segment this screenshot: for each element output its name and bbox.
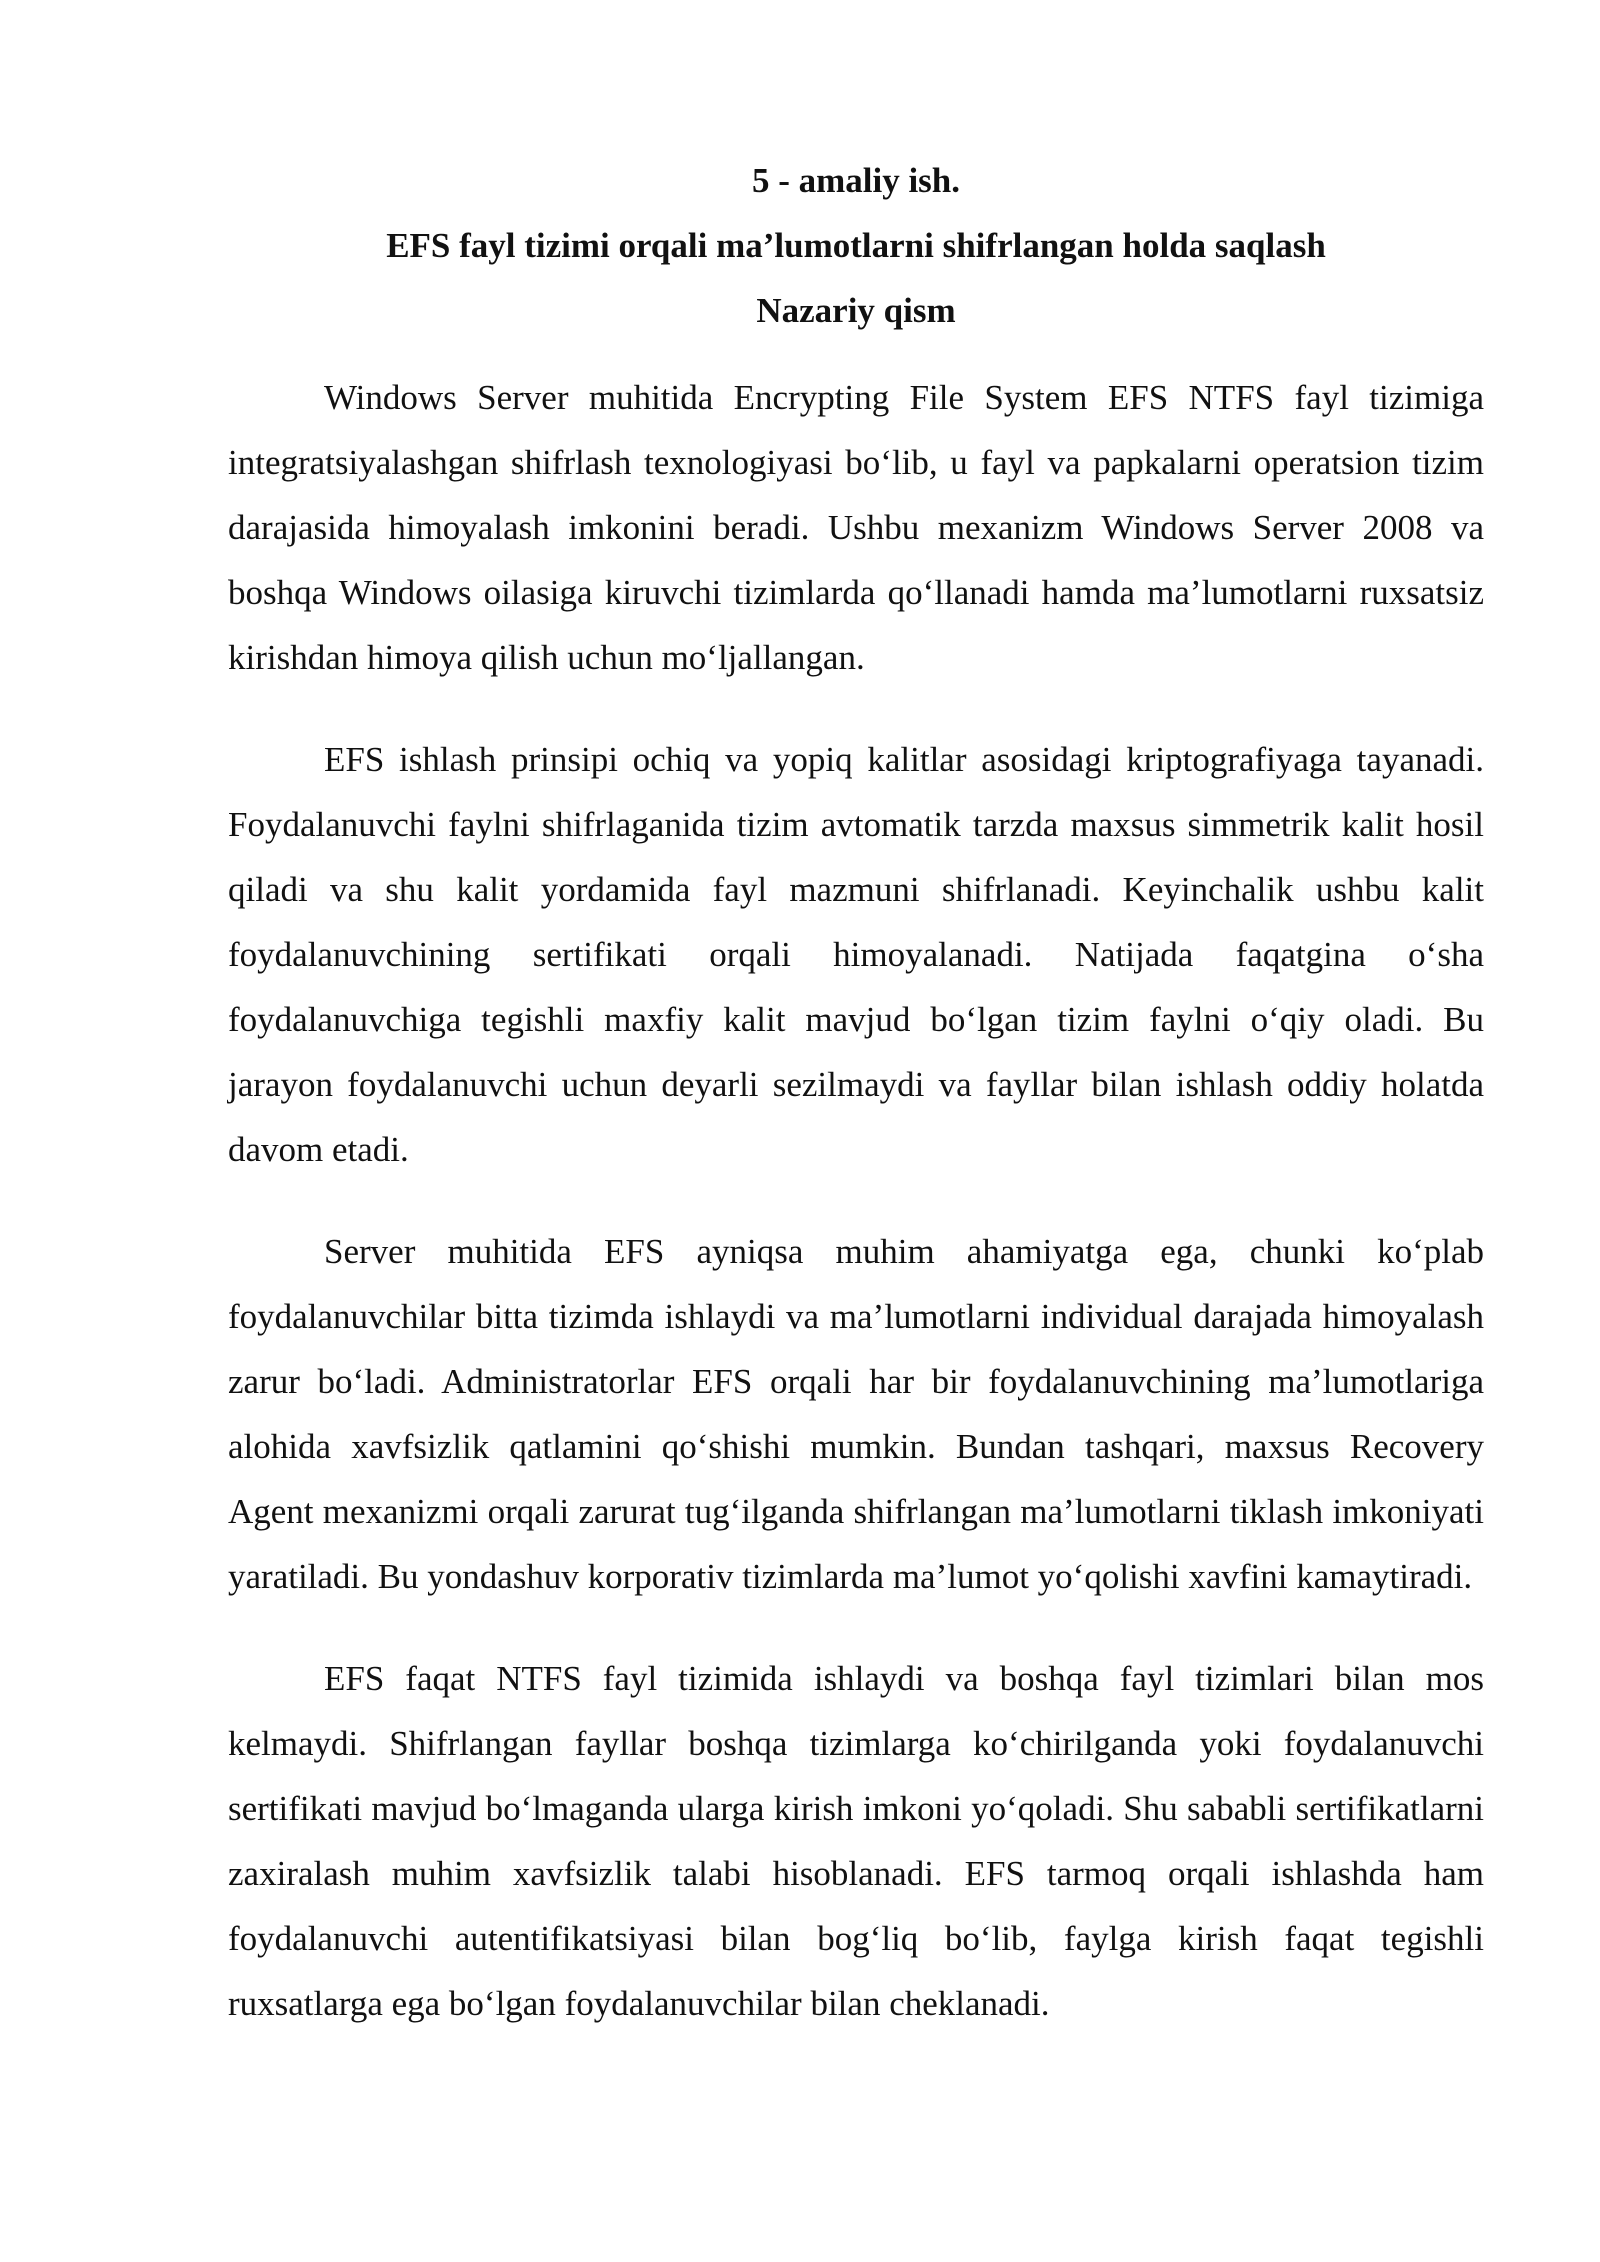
heading-block (228, 148, 1484, 343)
paragraph-1: Windows Server muhitida Encrypting File System EFS NTFS fayl tizimiga integratsiyalashgan shifrlash texnologiyasi bo‘lib, u fayl va papkalarni operatsion tizim darajasida himoyalash imkonini beradi. Ushbu mexanizm Windows Server 2008 va boshqa Windows oilasiga kiruvchi tizimlarda qo‘llanadi hamda ma’lumotlarni ruxsatsiz kirishdan himoya qilish uchun mo‘ljallangan. (228, 378, 1484, 677)
paragraph-3: Server muhitida EFS ayniqsa muhim ahamiyatga ega, chunki ko‘plab foydalanuvchilar bitta tizimda ishlaydi va ma’lumotlarni individual darajada himoyalash zarur bo‘ladi. Administratorlar EFS orqali har bir foydalanuvchining ma’lumotlariga alohida xavfsizlik qatlamini qo‘shishi mumkin. Bundan tashqari, maxsus Recovery Agent mexanizmi orqali zarurat tug‘ilganda shifrlangan ma’lumotlarni tiklash imkoniyati yaratiladi. Bu yondashuv korporativ tizimlarda ma’lumot yo‘qolishi xavfini kamaytiradi. (228, 1232, 1484, 1596)
section-title: Nazariy qism (756, 291, 956, 330)
document-title: EFS fayl tizimi orqali ma’lumotlarni shifrlangan holda saqlash (386, 226, 1326, 265)
practical-work-number: 5 - amaliy ish. (751, 161, 961, 200)
paragraph-2: EFS ishlash prinsipi ochiq va yopiq kalitlar asosidagi kriptografiyaga tayanadi. Foydalanuvchi faylni shifrlaganida tizim avtomatik tarzda maxsus simmetrik kalit hosil qiladi va shu kalit yordamida fayl mazmuni shifrlanadi. Keyinchalik ushbu kalit foydalanuvchining sertifikati orqali himoyalanadi. Natijada faqatgina o‘sha foydalanuvchiga tegishli maxfiy kalit mavjud bo‘lgan tizim faylni o‘qiy oladi. Bu jarayon foydalanuvchi uchun deyarli sezilmaydi va fayllar bilan ishlash oddiy holatda davom etadi. (228, 740, 1484, 1169)
document-page (228, 148, 1484, 2073)
paragraph-4: EFS faqat NTFS fayl tizimida ishlaydi va boshqa fayl tizimlari bilan mos kelmaydi. Shifrlangan fayllar boshqa tizimlarga ko‘chirilganda yoki foydalanuvchi sertifikati mavjud bo‘lmaganda ularga kirish imkoni yo‘qoladi. Shu sababli sertifikatlarni zaxiralash muhim xavfsizlik talabi hisoblanadi. EFS tarmoq orqali ishlashda ham foydalanuvchi autentifikatsiyasi bilan bog‘liq bo‘lib, faylga kirish faqat tegishli ruxsatlarga ega bo‘lgan foydalanuvchilar bilan cheklanadi. (228, 1659, 1484, 2023)
